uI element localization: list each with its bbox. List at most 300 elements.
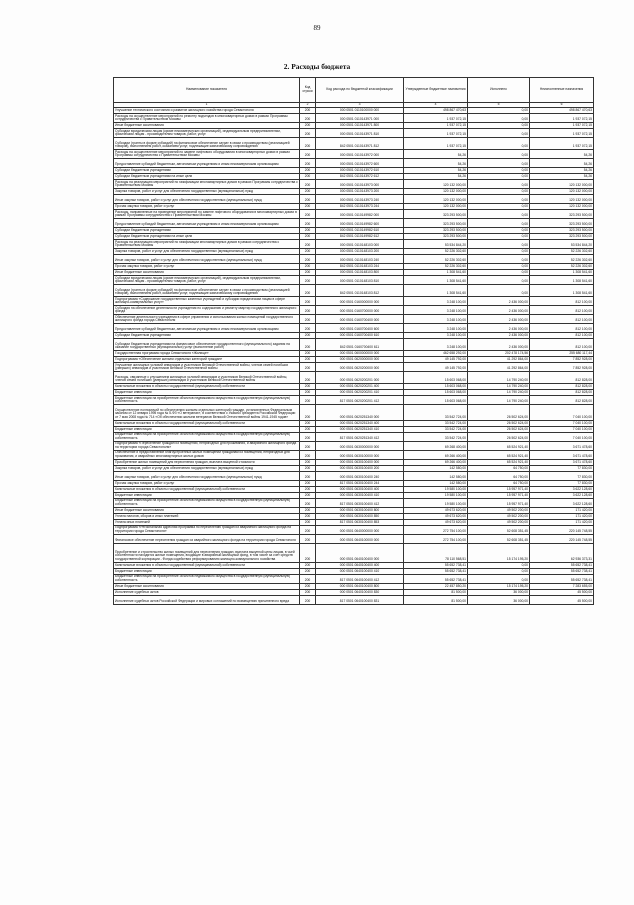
- row-line-code: 200: [300, 525, 316, 534]
- row-line-code: 200: [300, 492, 316, 498]
- table-row: [114, 315, 594, 324]
- table-row: [114, 249, 594, 255]
- row-name: Субсидии бюджетным учреждениям на финансовое обеспечение государственного (муниципального) задания на оказание государственных (муниципальных) услуг (выполнение работ): [114, 339, 300, 351]
- row-approved-amount: 1 937 072,15: [404, 123, 468, 129]
- header-line-code: Код строки: [300, 78, 316, 103]
- table-row: [114, 129, 594, 138]
- row-name: Расходы на осуществление мероприятий по замене лифтового оборудования в многоквартирных домах в рамках Программы сотрудничества с Правительством Москвы: [114, 150, 300, 159]
- row-remaining-amount: 1 308 541,60: [530, 276, 594, 285]
- row-approved-amount: 1 308 541,60: [404, 285, 468, 297]
- document-title: 2. Расходы бюджета: [283, 62, 351, 71]
- row-approved-amount: 33 542 724,00: [404, 426, 468, 432]
- row-remaining-amount: 812 828,00: [530, 384, 594, 390]
- column-number: 3: [316, 103, 404, 108]
- table-row: [114, 339, 594, 351]
- row-executed-amount: 0,00: [468, 150, 530, 159]
- table-row: [114, 525, 594, 534]
- row-remaining-amount: 52 226 302,60: [530, 264, 594, 270]
- row-approved-amount: 3 248 100,00: [404, 324, 468, 333]
- row-name: Иные закупки товаров, работ и услуг для обеспечения государственных (муниципальных) нужд: [114, 255, 300, 264]
- row-remaining-amount: 77 830,00: [530, 465, 594, 471]
- expenses-table: [113, 77, 594, 605]
- table-header-row: [114, 78, 594, 103]
- row-executed-amount: 14 790 240,00: [468, 372, 530, 384]
- row-approved-amount: 120 132 000,00: [404, 189, 468, 195]
- row-name: Уплата налогов, сборов и иных платежей: [114, 513, 300, 519]
- row-remaining-amount: 120 132 000,00: [530, 204, 594, 210]
- row-remaining-amount: 323 293 500,00: [530, 228, 594, 234]
- row-remaining-amount: 3 622 128,60: [530, 492, 594, 498]
- row-line-code: 200: [300, 405, 316, 421]
- row-approved-amount: 120 132 000,00: [404, 195, 468, 204]
- row-name: Прочая закупка товаров, работ и услуг: [114, 204, 300, 210]
- row-name: Финансовое обеспечение переселения граждан из аварийного жилищного фонда на территории города Севастополя: [114, 534, 300, 543]
- row-line-code: 200: [300, 534, 316, 543]
- row-remaining-amount: 7 040 100,00: [530, 405, 594, 421]
- table-row: [114, 255, 594, 264]
- row-approved-amount: 142 580,00: [404, 471, 468, 480]
- table-row: [114, 210, 594, 219]
- table-row: [114, 114, 594, 123]
- row-budget-code: 817 0501 0630100400 244: [316, 480, 404, 486]
- row-approved-amount: 323 293 500,00: [404, 234, 468, 240]
- row-line-code: 200: [300, 441, 316, 450]
- row-executed-amount: 0,00: [468, 264, 530, 270]
- row-line-code: 200: [300, 129, 316, 138]
- header-approved: Утвержденные бюджетные назначения: [404, 78, 468, 103]
- row-approved-amount: 81 500,00: [404, 589, 468, 595]
- row-remaining-amount: 323 293 500,00: [530, 234, 594, 240]
- row-name: Подпрограмма «Обеспечение жильем отдельных категорий граждан»: [114, 357, 300, 363]
- row-line-code: 200: [300, 315, 316, 324]
- row-budget-code: 000 0501 0620200201 400: [316, 384, 404, 390]
- row-approved-amount: 52 226 302,60: [404, 249, 468, 255]
- table-row: [114, 420, 594, 426]
- row-executed-amount: 64 750,00: [468, 480, 530, 486]
- row-executed-amount: 0,00: [468, 204, 530, 210]
- table-row: [114, 297, 594, 306]
- row-budget-code: 000 0501 0640100400 800: [316, 583, 404, 589]
- row-line-code: 200: [300, 240, 316, 249]
- table-row: [114, 405, 594, 421]
- row-approved-amount: 33 542 724,00: [404, 405, 468, 421]
- row-approved-amount: 55 652 738,41: [404, 568, 468, 574]
- table-row: [114, 459, 594, 465]
- row-name: Приобретение жилых помещений для переселения граждан, выплата выкупной стоимости: [114, 459, 300, 465]
- row-approved-amount: 52 226 302,60: [404, 264, 468, 270]
- row-name: Приобретение и строительство жилых помещений для переселения граждан, выплата выкупной цены лицам, в чьей собственности находятся жилые помещения, входящие в аварийный жилищный фонд, в том числе за счет средств государственной корпорации - Фонда содействия реформированию жилищно-коммунального хозяйства: [114, 543, 300, 562]
- row-name: Закупка товаров, работ и услуг для обеспечения государственных (муниципальных) нужд: [114, 189, 300, 195]
- row-budget-code: 000 0501 0110148103 200: [316, 249, 404, 255]
- row-remaining-amount: 54,26: [530, 150, 594, 159]
- row-executed-amount: 15 957 971,40: [468, 498, 530, 507]
- row-name: Субсидии юридическим лицам (кроме некоммерческих организаций), индивидуальным предпринимателям, физическим лицам - производителям товаров, работ, услуг: [114, 276, 300, 285]
- row-name: Подпрограмма «Переселение граждан из помещений, непригодных для проживания, и аварийного жилищного фонда на территории города Севастополя»: [114, 441, 300, 450]
- row-name: Бюджетные инвестиции на приобретение объектов недвижимого имущества в государственную (муниципальную) собственность: [114, 498, 300, 507]
- row-budget-code: 000 0501 0620200201 410: [316, 390, 404, 396]
- row-remaining-amount: 812 100,00: [530, 315, 594, 324]
- row-budget-code: 000 0501 0640100400 000: [316, 543, 404, 562]
- row-remaining-amount: 3 622 128,60: [530, 498, 594, 507]
- row-remaining-amount: 812 828,00: [530, 372, 594, 384]
- row-remaining-amount: 812 100,00: [530, 297, 594, 306]
- row-approved-amount: 19 580 100,00: [404, 498, 468, 507]
- row-line-code: 200: [300, 168, 316, 174]
- row-remaining-amount: 812 100,00: [530, 339, 594, 351]
- row-executed-amount: 14 790 240,00: [468, 396, 530, 405]
- row-remaining-amount: 3 622 128,60: [530, 486, 594, 492]
- row-line-code: 200: [300, 297, 316, 306]
- row-name: Улучшение технического состояния и развитие жилищного хозяйства города Севастополя: [114, 108, 300, 114]
- row-approved-amount: 3 248 100,00: [404, 339, 468, 351]
- row-approved-amount: 55 652 738,41: [404, 574, 468, 583]
- row-name: Обеспечение деятельности учреждения в сфере управления и использования жилых помещений государственного жилищного фонда города Севастополя: [114, 315, 300, 324]
- row-name: Расходы на осуществление мероприятий по ремонту подъездов в многоквартирных домах в рамках Программы сотрудничества с Правительством Москвы: [114, 114, 300, 123]
- table-row: [114, 486, 594, 492]
- row-budget-code: 817 0501 0620251340 412: [316, 432, 404, 441]
- table-row: [114, 357, 594, 363]
- row-approved-amount: 55 652 738,41: [404, 562, 468, 568]
- row-budget-code: 817 0501 0630100400 412: [316, 498, 404, 507]
- row-budget-code: 000 0501 0160700400 600: [316, 324, 404, 333]
- row-approved-amount: 49 673 620,00: [404, 513, 468, 519]
- row-line-code: 200: [300, 595, 316, 604]
- row-remaining-amount: 55 652 738,41: [530, 562, 594, 568]
- row-approved-amount: 49 145 792,00: [404, 363, 468, 372]
- row-name: Субсидии бюджетным учреждениям: [114, 333, 300, 339]
- row-line-code: 200: [300, 150, 316, 159]
- row-name: Капитальные вложения в объекты государственной (муниципальной) собственности: [114, 486, 300, 492]
- row-budget-code: 000 0501 0630100000 000: [316, 450, 404, 459]
- row-budget-code: 000 0501 0160700000 000: [316, 306, 404, 315]
- table-row: [114, 534, 594, 543]
- row-remaining-amount: 171 420,00: [530, 513, 594, 519]
- row-remaining-amount: 45 500,00: [530, 595, 594, 604]
- row-remaining-amount: 52 226 302,60: [530, 255, 594, 264]
- row-name: Субсидии бюджетным учреждениям на иные цели: [114, 234, 300, 240]
- row-remaining-amount: 220 145 748,55: [530, 525, 594, 534]
- table-row: [114, 384, 594, 390]
- row-remaining-amount: 3 671 478,60: [530, 441, 594, 450]
- row-approved-amount: 1 937 072,15: [404, 138, 468, 150]
- table-row: [114, 441, 594, 450]
- header-executed: Исполнено: [468, 78, 530, 103]
- table-row: [114, 324, 594, 333]
- row-executed-amount: 52 608 351,45: [468, 534, 530, 543]
- row-remaining-amount: 812 100,00: [530, 306, 594, 315]
- row-line-code: 200: [300, 465, 316, 471]
- row-line-code: 200: [300, 189, 316, 195]
- row-name: Исполнение судебных актов: [114, 589, 300, 595]
- row-approved-amount: 323 293 500,00: [404, 210, 468, 219]
- row-executed-amount: 0,00: [468, 138, 530, 150]
- header-name: Наименование показателя: [114, 78, 300, 103]
- row-approved-amount: 54,26: [404, 159, 468, 168]
- row-budget-code: 000 0501 0160700400 000: [316, 315, 404, 324]
- row-remaining-amount: 7 852 928,00: [530, 357, 594, 363]
- row-approved-amount: 54,26: [404, 168, 468, 174]
- row-executed-amount: 26 502 624,00: [468, 426, 530, 432]
- row-approved-amount: 3 248 100,00: [404, 315, 468, 324]
- row-remaining-amount: 120 132 000,00: [530, 195, 594, 204]
- row-remaining-amount: 1 308 541,60: [530, 285, 594, 297]
- row-budget-code: 000 0501 0110143973 240: [316, 195, 404, 204]
- row-executed-amount: 0,00: [468, 234, 530, 240]
- row-approved-amount: 323 293 500,00: [404, 228, 468, 234]
- row-executed-amount: 0,00: [468, 210, 530, 219]
- row-name: Обеспечение и предоставление благоустроенных жилых помещений гражданам из помещений, непригодных для проживания, и аварийных многоквартирных жилых домов: [114, 450, 300, 459]
- row-budget-code: 000 0501 0110143973 000: [316, 180, 404, 189]
- row-budget-code: 842 0501 0110143972 612: [316, 174, 404, 180]
- row-approved-amount: 1 308 541,60: [404, 270, 468, 276]
- table-row: [114, 372, 594, 384]
- row-approved-amount: 15 603 068,00: [404, 390, 468, 396]
- row-budget-code: 000 0501 0620251340 400: [316, 420, 404, 426]
- row-name: Подпрограмма «Содержание государственных казенных учреждений и субсидии юридическим лицам в сфере жилищно-коммунальных услуг»: [114, 297, 300, 306]
- row-approved-amount: 462 658 292,00: [404, 351, 468, 357]
- row-line-code: 200: [300, 372, 316, 384]
- table-row: [114, 562, 594, 568]
- table-body: [114, 108, 594, 605]
- row-name: Предоставление субсидий бюджетным, автономным учреждениям и иным некоммерческим организациям: [114, 219, 300, 228]
- row-name: Иные бюджетные ассигнования: [114, 507, 300, 513]
- row-line-code: 200: [300, 195, 316, 204]
- row-line-code: 200: [300, 459, 316, 465]
- row-budget-code: 842 0501 0110143973 244: [316, 204, 404, 210]
- row-name: Расходы, связанные с улучшением жилищных условий инвалидов и участников Великой Отечественной войны, членов семей погибших (умерших) инвалидов и участников Великой Отечественной войны: [114, 372, 300, 384]
- row-approved-amount: 3 248 100,00: [404, 333, 468, 339]
- row-line-code: 200: [300, 568, 316, 574]
- row-remaining-amount: 171 420,00: [530, 507, 594, 513]
- row-budget-code: 000 0501 0110148103 810: [316, 276, 404, 285]
- row-name: Субсидии (гранты в форме субсидий) на финансовое обеспечение затрат в связи с производством (реализацией товаров), выполнением работ, оказанием услуг, подлежащие казначейскому сопровождению: [114, 138, 300, 150]
- row-budget-code: 000 0501 0110148103 240: [316, 255, 404, 264]
- row-budget-code: 000 0501 0110148103 000: [316, 240, 404, 249]
- row-approved-amount: 49 673 620,00: [404, 519, 468, 525]
- row-name: Бюджетные инвестиции на приобретение объектов недвижимого имущества в государственную (муниципальную) собственность: [114, 396, 300, 405]
- row-line-code: 200: [300, 357, 316, 363]
- row-executed-amount: 0,00: [468, 219, 530, 228]
- row-name: Предоставление субсидий бюджетным, автономным учреждениям и иным некоммерческим организациям: [114, 324, 300, 333]
- row-executed-amount: 2 436 000,00: [468, 297, 530, 306]
- row-remaining-amount: 55 652 738,41: [530, 574, 594, 583]
- row-approved-amount: 49 145 792,00: [404, 357, 468, 363]
- row-budget-code: 000 0501 0110148103 800: [316, 270, 404, 276]
- row-executed-amount: 15 174 195,20: [468, 543, 530, 562]
- row-executed-amount: 14 790 240,00: [468, 390, 530, 396]
- row-name: Закупка товаров, работ и услуг для обеспечения государственных (муниципальных) нужд: [114, 465, 300, 471]
- row-line-code: 200: [300, 471, 316, 480]
- table-row: [114, 471, 594, 480]
- table-row: [114, 432, 594, 441]
- row-name: Бюджетные инвестиции на приобретение объектов недвижимого имущества в государственную (муниципальную) собственность: [114, 574, 300, 583]
- row-approved-amount: 323 293 500,00: [404, 219, 468, 228]
- row-line-code: 200: [300, 219, 316, 228]
- row-executed-amount: 52 608 351,45: [468, 525, 530, 534]
- row-remaining-amount: 1 937 072,15: [530, 114, 594, 123]
- row-remaining-amount: 323 293 500,00: [530, 219, 594, 228]
- table-row: [114, 363, 594, 372]
- row-name: Государственная программа города Севастополя «Жилище»: [114, 351, 300, 357]
- row-remaining-amount: 255 680 117,44: [530, 351, 594, 357]
- row-name: Иные бюджетные ассигнования: [114, 583, 300, 589]
- row-budget-code: 817 0501 0620200201 412: [316, 396, 404, 405]
- row-name: Бюджетные инвестиции: [114, 390, 300, 396]
- row-approved-amount: 69 266 400,00: [404, 459, 468, 465]
- row-remaining-amount: 55 652 738,41: [530, 568, 594, 574]
- table-row: [114, 174, 594, 180]
- row-name: Закупка товаров, работ и услуг для обеспечения государственных (муниципальных) нужд: [114, 249, 300, 255]
- row-executed-amount: 0,00: [468, 249, 530, 255]
- row-line-code: 200: [300, 390, 316, 396]
- row-remaining-amount: 120 132 000,00: [530, 189, 594, 195]
- table-row: [114, 150, 594, 159]
- row-budget-code: 000 0501 0640100400 410: [316, 568, 404, 574]
- row-name: Субсидии бюджетным учреждениям: [114, 228, 300, 234]
- row-name: Капитальные вложения в объекты государственной (муниципальной) собственности: [114, 420, 300, 426]
- row-remaining-amount: 53 534 844,20: [530, 240, 594, 249]
- row-budget-code: 000 0501 0630100400 410: [316, 492, 404, 498]
- row-budget-code: 842 0501 0110143971 812: [316, 138, 404, 150]
- row-line-code: 200: [300, 513, 316, 519]
- row-line-code: 200: [300, 363, 316, 372]
- row-line-code: 200: [300, 519, 316, 525]
- row-approved-amount: 33 542 724,00: [404, 420, 468, 426]
- row-name: Субсидии юридическим лицам (кроме некоммерческих организаций), индивидуальным предпринимателям, физическим лицам - производителям товаров, работ, услуг: [114, 129, 300, 138]
- row-name: Капитальные вложения в объекты государственной (муниципальной) собственности: [114, 384, 300, 390]
- row-line-code: 200: [300, 174, 316, 180]
- row-name: Расходы на реализацию мероприятий по газификации многоквартирных домов в рамках Программы сотрудничества с Правительством Москвы: [115, 179, 298, 188]
- row-budget-code: 000 0501 0160700400 610: [316, 333, 404, 339]
- row-executed-amount: 0,00: [468, 285, 530, 297]
- row-budget-code: 000 0501 0600000000 000: [316, 351, 404, 357]
- table-row: [114, 498, 594, 507]
- row-remaining-amount: 3 671 478,60: [530, 459, 594, 465]
- table-row: [114, 543, 594, 562]
- row-executed-amount: 49 502 200,00: [468, 519, 530, 525]
- row-approved-amount: 49 673 620,00: [404, 507, 468, 513]
- row-remaining-amount: 62 936 373,31: [530, 543, 594, 562]
- row-line-code: 200: [300, 210, 316, 219]
- table-row: [114, 351, 594, 357]
- row-name: Иные закупки товаров, работ и услуг для обеспечения государственных (муниципальных) нужд: [114, 195, 300, 204]
- row-name: Субсидия на обеспечение деятельности учреждения по содержанию и ремонту квартир государственного жилищного фонда: [114, 306, 300, 315]
- row-approved-amount: 15 603 068,00: [404, 372, 468, 384]
- row-name: Исполнение судебных актов Российской Федерации и мировых соглашений по возмещению причиненного вреда: [114, 595, 300, 604]
- row-remaining-amount: 1 937 072,15: [530, 129, 594, 138]
- row-remaining-amount: 1 937 072,15: [530, 138, 594, 150]
- row-executed-amount: 2 436 000,00: [468, 333, 530, 339]
- row-executed-amount: 0,00: [468, 562, 530, 568]
- row-line-code: 200: [300, 138, 316, 150]
- column-number: 2: [300, 103, 316, 108]
- row-remaining-amount: 812 828,00: [530, 396, 594, 405]
- row-line-code: 200: [300, 507, 316, 513]
- row-budget-code: 000 0501 0640100400 830: [316, 589, 404, 595]
- row-budget-code: 842 0501 0160700400 611: [316, 339, 404, 351]
- row-name: Уплата иных платежей: [114, 519, 300, 525]
- table-row: [114, 396, 594, 405]
- row-remaining-amount: 3 671 478,60: [530, 450, 594, 459]
- row-budget-code: 842 0501 0110148103 244: [316, 264, 404, 270]
- row-budget-code: 000 0501 0620251340 410: [316, 426, 404, 432]
- row-approved-amount: 53 534 844,20: [404, 240, 468, 249]
- row-budget-code: 842 0501 0110149982 612: [316, 234, 404, 240]
- row-executed-amount: 65 524 921,40: [468, 450, 530, 459]
- row-approved-amount: 15 603 068,00: [404, 384, 468, 390]
- column-number: 6: [530, 103, 594, 108]
- row-line-code: 200: [300, 486, 316, 492]
- row-remaining-amount: 45 500,00: [530, 589, 594, 595]
- row-line-code: 200: [300, 249, 316, 255]
- row-approved-amount: 3 248 100,00: [404, 306, 468, 315]
- table-row: [114, 240, 594, 249]
- row-executed-amount: 15 174 195,20: [468, 583, 530, 589]
- row-executed-amount: 0,00: [468, 574, 530, 583]
- row-budget-code: 000 0501 0110143972 600: [316, 159, 404, 168]
- row-line-code: 200: [300, 480, 316, 486]
- row-remaining-amount: 54,26: [530, 168, 594, 174]
- row-executed-amount: 0,00: [468, 568, 530, 574]
- row-budget-code: 000 0501 0640100000 000: [316, 534, 404, 543]
- row-executed-amount: 0,00: [468, 270, 530, 276]
- row-budget-code: 000 0501 0110149982 610: [316, 228, 404, 234]
- row-executed-amount: 15 957 971,40: [468, 486, 530, 492]
- row-executed-amount: 0,00: [468, 174, 530, 180]
- row-executed-amount: 41 292 864,00: [468, 363, 530, 372]
- row-executed-amount: 0,00: [468, 195, 530, 204]
- table-row: [114, 465, 594, 471]
- column-number: 4: [404, 103, 468, 108]
- row-remaining-amount: 7 283 655,00: [530, 583, 594, 589]
- row-name: Субсидии (гранты в форме субсидий) на финансовое обеспечение затрат в связи с производством (реализацией товаров), выполнением работ, оказанием услуг, подлежащие казначейскому сопровождению: [114, 285, 300, 297]
- row-approved-amount: 272 754 100,00: [404, 534, 468, 543]
- row-line-code: 200: [300, 589, 316, 595]
- row-budget-code: 000 0501 0110143972 000: [316, 150, 404, 159]
- row-approved-amount: 69 266 400,00: [404, 450, 468, 459]
- row-remaining-amount: 7 040 100,00: [530, 420, 594, 426]
- row-line-code: 200: [300, 432, 316, 441]
- row-line-code: 200: [300, 306, 316, 315]
- row-approved-amount: 33 542 724,00: [404, 432, 468, 441]
- row-name: Расходы, направленные на проведение мероприятий по замене лифтового оборудования в многоквартирных домах в рамках Программы сотрудничества с Правительством Москвы: [114, 210, 300, 219]
- row-name: Подпрограмма «Региональная адресная программа по переселению граждан из аварийного жилищного фонда на территории города Севастополя»: [114, 525, 300, 534]
- row-remaining-amount: 7 040 100,00: [530, 426, 594, 432]
- row-executed-amount: 65 524 921,40: [468, 441, 530, 450]
- row-remaining-amount: 77 830,00: [530, 480, 594, 486]
- row-remaining-amount: 1 937 072,15: [530, 123, 594, 129]
- row-name: Субсидии бюджетным учреждениям: [114, 168, 300, 174]
- row-executed-amount: 2 436 000,00: [468, 315, 530, 324]
- row-budget-code: 000 0501 0110100000 000: [316, 108, 404, 114]
- row-line-code: 200: [300, 123, 316, 129]
- row-approved-amount: 142 580,00: [404, 480, 468, 486]
- row-approved-amount: 78 110 568,51: [404, 543, 468, 562]
- row-line-code: 200: [300, 324, 316, 333]
- row-executed-amount: 2 436 000,00: [468, 306, 530, 315]
- row-line-code: 200: [300, 114, 316, 123]
- row-approved-amount: 19 580 100,00: [404, 486, 468, 492]
- row-line-code: 200: [300, 426, 316, 432]
- row-line-code: 200: [300, 264, 316, 270]
- row-executed-amount: 49 502 200,00: [468, 507, 530, 513]
- row-approved-amount: 1 937 072,15: [404, 114, 468, 123]
- row-executed-amount: 36 000,00: [468, 589, 530, 595]
- row-approved-amount: 120 132 000,00: [404, 180, 468, 189]
- row-executed-amount: 26 502 624,00: [468, 432, 530, 441]
- row-budget-code: 000 0501 0630100400 400: [316, 486, 404, 492]
- row-line-code: 200: [300, 255, 316, 264]
